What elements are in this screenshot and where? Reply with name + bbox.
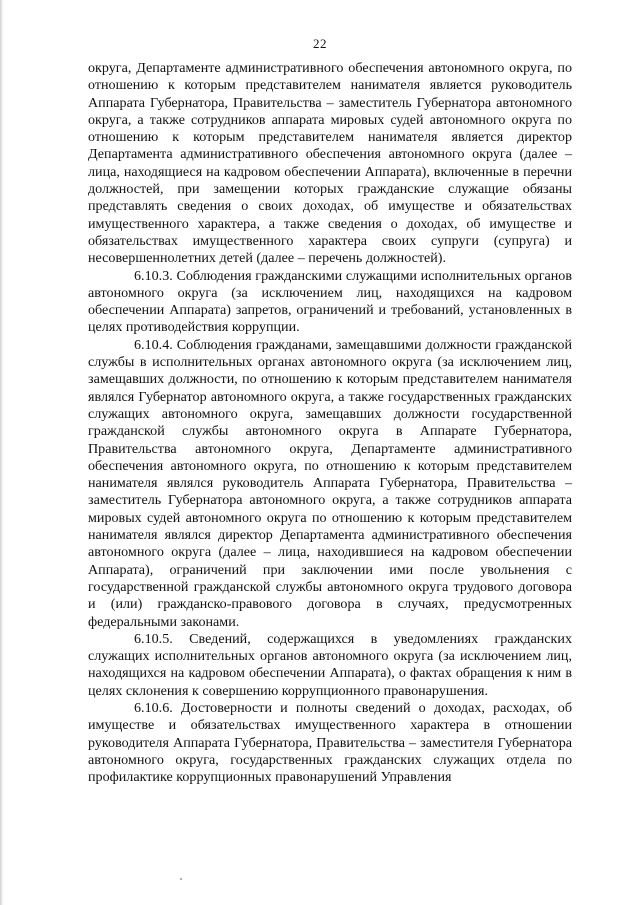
- page-number: 22: [313, 36, 327, 51]
- paragraph-continuation: округа, Департаменте административного обеспечения автономного округа, по отношению к которым представителем нанимателя является руководитель Аппарата Губернатора, Правительства – заместитель Губернатора автономного округа, а также сотрудников аппарата мировых судей автономного округа по отношению к которым представителем нанимателя является директор Департамента административного обеспечения автономного округа (далее – лица, находящиеся на кадровом обеспечении Аппарата), включенные в перечни должностей, при замещении которых гражданские служащие обязаны представлять сведения о своих доходах, об имуществе и обязательствах имущественного характера, а также сведения о доходах, об имуществе и обязательствах имущественного характера своих супруги (супруга) и несовершеннолетних детей (далее – перечень должностей).: [88, 60, 572, 267]
- paragraph-6-10-5: 6.10.5. Сведений, содержащихся в уведомлениях гражданских служащих исполнительных органов автономного округа (за исключением лиц, находящихся на кадровом обеспечении Аппарата), о фактах обращения к ним в целях склонения к совершению коррупционного правонарушения.: [88, 630, 572, 699]
- scan-edge-shadow: [0, 0, 4, 905]
- scan-speck: [180, 878, 182, 880]
- paragraph-6-10-3: 6.10.3. Соблюдения гражданскими служащими исполнительных органов автономного округа (за исключением лиц, находящихся на кадровом обеспечении Аппарата) запретов, ограничений и требований, установленных в целях противодействия коррупции.: [88, 267, 572, 336]
- paragraph-6-10-4: 6.10.4. Соблюдения гражданами, замещавшими должности гражданской службы в исполнительных органах автономного округа (за исключением лиц, замещавших должности, по отношению к которым представителем нанимателя являлся Губернатор автономного округа, а также государственных гражданских служащих автономного округа, замещавших должности государственной гражданской службы автономного округа в Аппарате Губернатора, Правительства автономного округа, Департаменте административного обеспечения автономного округа, по отношению к которым представителем нанимателя являлся руководитель Аппарата Губернатора, Правительства – заместитель Губернатора автономного округа, а также сотрудников аппарата мировых судей автономного округа по отношению к которым представителем нанимателя являлся директор Департамента административного обеспечения автономного округа (далее – лица, находившиеся на кадровом обеспечении Аппарата), ограничений при заключении ими после увольнения с государственной гражданской службы автономного округа трудового договора и (или) гражданско-правового договора в случаях, предусмотренных федеральными законами.: [88, 336, 572, 630]
- paragraph-6-10-6: 6.10.6. Достоверности и полноты сведений о доходах, расходах, об имуществе и обязательствах имущественного характера в отношении руководителя Аппарата Губернатора, Правительства – заместителя Губернатора автономного округа, государственных гражданских служащих отдела по профилактике коррупционных правонарушений Управления: [88, 699, 572, 786]
- document-body: [88, 60, 572, 786]
